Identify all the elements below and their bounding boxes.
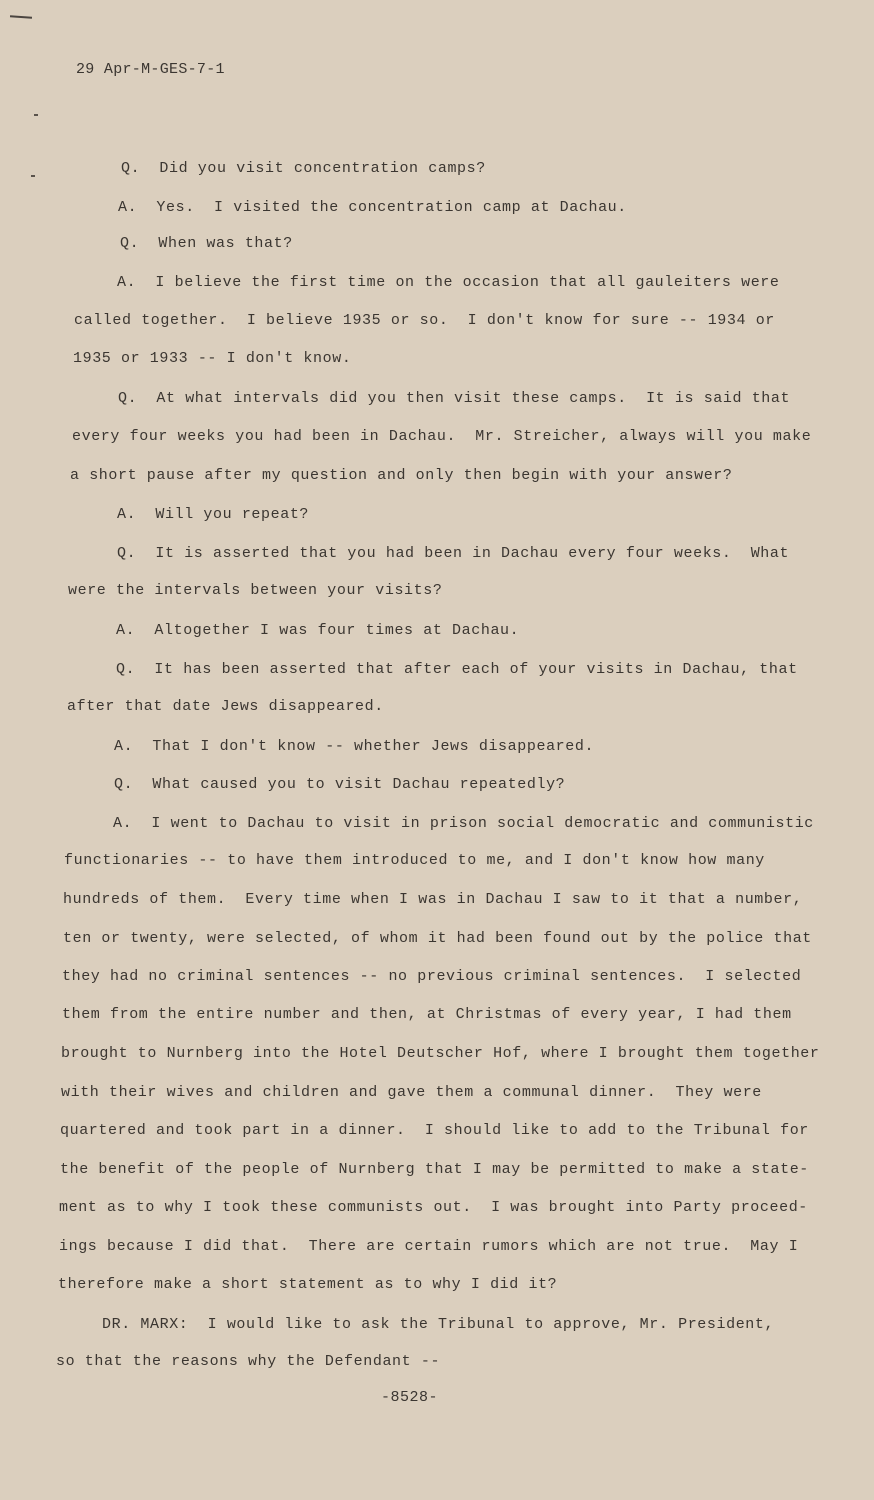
document-header: 29 Apr-M-GES-7-1 xyxy=(76,61,225,78)
transcript-line: the benefit of the people of Nurnberg that I may be permitted to make a state- xyxy=(60,1161,809,1178)
transcript-line: hundreds of them. Every time when I was in Dachau I saw to it that a number, xyxy=(63,891,803,908)
transcript-line: A. Will you repeat? xyxy=(117,506,310,523)
margin-dot xyxy=(31,175,35,177)
transcript-line: quartered and took part in a dinner. I should like to add to the Tribunal for xyxy=(60,1122,809,1139)
page-number: -8528- xyxy=(381,1389,439,1406)
transcript-line: Q. It has been asserted that after each of your visits in Dachau, that xyxy=(116,661,798,678)
transcript-line: A. I believe the first time on the occasion that all gauleiters were xyxy=(117,274,780,291)
transcript-line: brought to Nurnberg into the Hotel Deutscher Hof, where I brought them together xyxy=(61,1045,820,1062)
transcript-line: A. Altogether I was four times at Dachau. xyxy=(116,622,520,639)
transcript-line: Q. At what intervals did you then visit these camps. It is said that xyxy=(118,390,791,407)
margin-dot xyxy=(34,114,38,116)
transcript-line: A. Yes. I visited the concentration camp at Dachau. xyxy=(118,199,627,216)
transcript-line: them from the entire number and then, at Christmas of every year, I had them xyxy=(62,1006,792,1023)
transcript-line: Q. When was that? xyxy=(120,235,293,252)
transcript-line: ten or twenty, were selected, of whom it had been found out by the police that xyxy=(63,930,812,947)
margin-mark xyxy=(10,15,32,19)
transcript-line: Q. It is asserted that you had been in Dachau every four weeks. What xyxy=(117,545,790,562)
transcript-line: Q. What caused you to visit Dachau repeatedly? xyxy=(114,776,566,793)
transcript-line: functionaries -- to have them introduced to me, and I don't know how many xyxy=(64,852,765,869)
transcript-line: were the intervals between your visits? xyxy=(68,582,443,599)
transcript-line: so that the reasons why the Defendant -- xyxy=(56,1353,441,1370)
transcript-line: therefore make a short statement as to why I did it? xyxy=(58,1276,558,1293)
transcript-line: DR. MARX: I would like to ask the Tribunal to approve, Mr. President, xyxy=(102,1316,775,1333)
transcript-line: with their wives and children and gave them a communal dinner. They were xyxy=(61,1084,762,1101)
transcript-line: they had no criminal sentences -- no previous criminal sentences. I selected xyxy=(62,968,802,985)
transcript-line: a short pause after my question and only then begin with your answer? xyxy=(70,467,733,484)
transcript-line: ment as to why I took these communists out. I was brought into Party proceed- xyxy=(59,1199,808,1216)
transcript-line: A. That I don't know -- whether Jews disappeared. xyxy=(114,738,595,755)
transcript-line: after that date Jews disappeared. xyxy=(67,698,384,715)
transcript-line: A. I went to Dachau to visit in prison social democratic and communistic xyxy=(113,815,814,832)
transcript-line: 1935 or 1933 -- I don't know. xyxy=(73,350,352,367)
transcript-line: called together. I believe 1935 or so. I don't know for sure -- 1934 or xyxy=(74,312,775,329)
transcript-line: every four weeks you had been in Dachau. Mr. Streicher, always will you make xyxy=(72,428,812,445)
transcript-line: Q. Did you visit concentration camps? xyxy=(121,160,486,177)
transcript-line: ings because I did that. There are certain rumors which are not true. May I xyxy=(59,1238,799,1255)
